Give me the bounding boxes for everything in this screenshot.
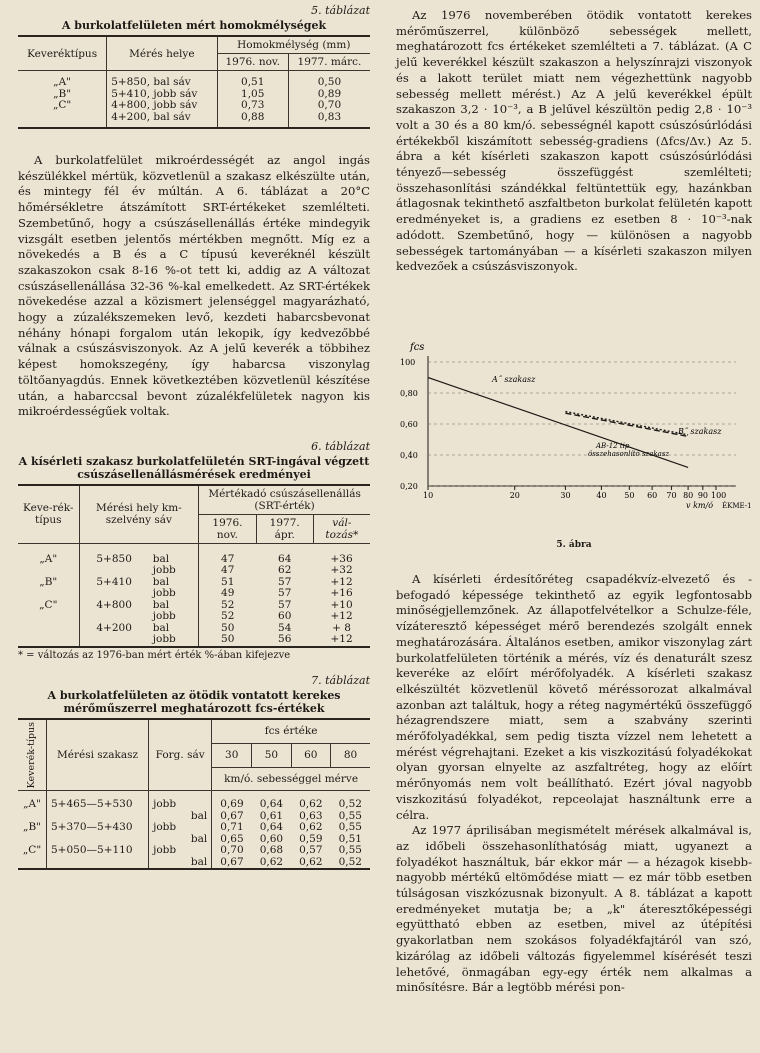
table-row: „A" 5+850, bal sáv 0,51 0,50 — [18, 77, 370, 89]
table7-header-lane: Forg. sáv — [149, 719, 212, 791]
right-column — [396, 8, 752, 275]
table-row: 4+200, bal sáv 0,88 0,83 — [18, 112, 370, 124]
table-row: „A" 5+850 bal 47 64 +36 — [18, 554, 370, 566]
table-row: bal 0,67 0,61 0,63 0,55 — [18, 811, 370, 823]
y-axis-label: fcs — [410, 342, 425, 353]
table-row: „B" 5+410 bal 51 57 +12 — [18, 577, 370, 589]
table5-header-place: Mérés helye — [107, 36, 217, 71]
table7-header-speed-80: 80 — [331, 743, 370, 767]
table6-footnote: * = változás az 1976-ban mért érték %-ában kifejezve — [18, 649, 291, 661]
table7-header-speed: km/ó. sebességgel mérve — [212, 767, 370, 791]
left-paragraph: A burkolatfelület mikroérdességét az angol ingás készülékkel mértük, közvetlenül a szakasz elkészülte után, és mintegy fél év múltán. A 6. táblázat a 20°C hőmérsékletre átszámított SRT-értékeket szemlélteti. Szembetűnő, hogy a csúszásellenállás értéke mindegyik vizsgált esetben jelentős mértékben megnőtt. Míg ez a növekedés a B és a C típusú keveréknél készült szakaszokon csak 8-16 %-ot tett ki, addig az A változat csúszásellenállása 32-36 %-kal emelkedett. Az SRT-értékek növekedése azzal a közismert jelenséggel magyarázható, hogy a zúzalékszemeken levő, kezdeti habarcsbevonat néhány hónapi forgalom után lekopik, így kedvezőbbé válnak a csúszásviszonyok. Az A jelű keverék a többihez képest homokszegény, így habarcsa viszonylag töltőanyagdús. Ennek következtében közvetlenül készítése után, a habarccsal bevont zúzalékfelületek nagyon kis mikroérdességűek voltak. — [18, 153, 370, 419]
label-ab-1: AB-12 tip. — [596, 442, 632, 450]
label-b: B˝ szakasz — [678, 427, 722, 436]
y-tick-label: 100 — [400, 358, 416, 367]
table5-header-col2: 1977. márc. — [288, 54, 370, 71]
table6-header-type: Keve-rék-típus — [18, 485, 79, 544]
x-tick-label: 10 — [423, 491, 434, 500]
table5-header-depth: Homokmélység (mm) — [217, 36, 370, 54]
x-tick-label: 20 — [509, 491, 520, 500]
table-row: jobb 49 57 +16 — [18, 588, 370, 600]
table7-header-speed-50: 50 — [252, 743, 291, 767]
table7-header-fcs: fcs értéke — [212, 719, 370, 743]
table-row: „C" 5+050—5+110 jobb 0,70 0,68 0,57 0,55 — [18, 845, 370, 857]
table7-caption: 7. táblázat — [311, 673, 370, 687]
right-paragraph-1: Az 1976 novemberében ötödik vontatott kerekes mérőműszerrel, különböző sebességek mellett, meghatározott fcs értékeket szemlélteti a 7. táblázat. (A C jelű keverékkel készült szakaszon a helyszínrajzi viszonyok és a lakott terület miatt nem végezhettünk nagyobb sebesség mellett mérést.) Az A jelű keverékkel épült szakaszon 3,2 · 10⁻³, a B jelűvel készültön pedig 2,8 · 10⁻³ volt a 30 és a 80 km/ó. sebességnél kapott csúszósúrlódási értékekből kiszámított sebesség-gradiens (Δfcs/Δv.) Az 5. ábra a két kísérleti szakaszon kapott csúszósúrlódási tényező—sebesség összefüggést szemlélteti; összehasonlítási szándékkal feltüntettük egy, hazánkban átlagosnak tekinthető aszfaltbeton burkolat felületén kapott eredményeket is, a gradiens ez esetben 8 · 10⁻³-nak adódott. Szembetűnő, hogy — különösen a nagyobb sebességek tartományában — a kísérleti szakaszon milyen kedvezőek a csúszásviszonyok. — [396, 8, 752, 274]
figure-5-chart — [396, 336, 752, 540]
series-line-1 — [565, 413, 688, 436]
table-row: „A" 5+465—5+530 jobb 0,69 0,64 0,62 0,52 — [18, 799, 370, 811]
table7-header-speed-30: 30 — [212, 743, 252, 767]
table6-header-col3: vál-tozás* — [313, 514, 370, 543]
table-row: jobb 50 56 +12 — [18, 634, 370, 647]
table-row: 4+200 bal 50 54 + 8 — [18, 623, 370, 635]
right-paragraph-3: Az 1977 áprilisában megismételt mérések alkalmával is, az időbeli összehasonlíthatóság miatt, ugyanezt a folyadékot használtuk, bár ekkor már — a hézagok kisebb-nagyobb mértékű eltömődése miatt — ez már több esetben túlságosan viszkózusnak bizonyult. A 8. táblázat a kapott eredményeket mutatja be; a „k" áteresztőképességi együttható ebben az esetben, mivel az útépítési gyakorlatban nem szokásos folyadékfajtáról van szó, kizárólag az időbeli változás figyelemmel kísérését teszi lehetővé, önmagában egy-egy érték nem alkalmas a minősítésre. Bár a legtöbb mérési pon- — [396, 823, 752, 995]
table6-header-col1: 1976. nov. — [199, 514, 257, 543]
table-row: bal 0,67 0,62 0,62 0,52 — [18, 857, 370, 870]
table6-header-srt: Mértékadó csúszásellenállás (SRT-érték) — [199, 485, 370, 515]
x-tick-label: 90 — [697, 491, 709, 500]
table-row: „B" 5+370—5+430 jobb 0,71 0,64 0,62 0,55 — [18, 822, 370, 834]
x-tick-label: 30 — [560, 491, 571, 500]
label-ab-2: összehasonlító szakasz — [588, 450, 670, 458]
x-tick-label: 80 — [683, 491, 694, 500]
label-a: A˝ szakasz — [492, 375, 536, 384]
x-axis-label: v km/ó — [686, 501, 714, 510]
table5 — [18, 35, 370, 129]
table7-header-speed-60: 60 — [291, 743, 330, 767]
table6 — [18, 484, 370, 648]
table-row: bal 0,65 0,60 0,59 0,51 — [18, 834, 370, 846]
y-tick-label: 0,20 — [400, 482, 418, 491]
table-row: jobb 47 62 +32 — [18, 565, 370, 577]
table-row: „C" 4+800 bal 52 57 +10 — [18, 600, 370, 612]
x-tick-label: 70 — [666, 491, 677, 500]
table5-caption: 5. táblázat — [311, 4, 370, 17]
table6-caption: 6. táblázat — [311, 439, 370, 453]
table-row: „B" 5+410, jobb sáv 1,05 0,89 — [18, 89, 370, 101]
x-tick-label: 60 — [647, 491, 658, 500]
left-column — [18, 0, 370, 870]
right-paragraph-2: A kísérleti érdesítőréteg csapadékvíz-elvezető és -befogadó képessége tekinthető az egyik legfontosabb minőségjellemzőnek. Az állapotfelvételkor a Schulze-féle, vízáteresztő képességet mérő berendezés szolgált ennek meghatározására. Általános esetben, amikor viszonylag zárt burkolatfelületen történik a mérés, víz és denaturált szesz keveréke az előírt mérőfolyadék. A kísérleti szakasz elkészültét közvetlenül követő méréssorozat alkalmával azonban azt találtuk, hogy a réteg nagymértékű összefüggő hézagrendszere miatt, sem a szabvány szerinti mérőfolyadékkal, sem pedig tiszta vízzel nem lehetett a mérést végrehajtani. Ezeket a kis viszkozitású folyadékokat olyan gyorsan elnyelte az aszfaltréteg, hogy az előírt mérőnyomás nem volt beállítható. Ezért jóval nagyobb viszkozitású folyadékot, repceolajat használtunk erre a célra. — [396, 572, 752, 822]
x-tick-label: 40 — [596, 491, 607, 500]
table5-title: A burkolatfelületen mért homokmélységek — [61, 19, 327, 32]
x-tick-label: 50 — [624, 491, 635, 500]
y-tick-label: 0,60 — [400, 420, 418, 429]
table7-header-type: Keverék-típus — [18, 719, 47, 791]
figure-stamp: ÉKME-1 — [722, 502, 752, 510]
table7-header-place: Mérési szakasz — [47, 719, 149, 791]
table5-header-type: Keveréktípus — [18, 36, 107, 71]
x-tick-label: 100 — [711, 491, 727, 500]
table-row: jobb 52 60 +12 — [18, 611, 370, 623]
y-tick-label: 0,80 — [400, 389, 418, 398]
table6-header-place: Mérési hely km-szelvény sáv — [79, 485, 199, 544]
table6-header-col2: 1977. ápr. — [256, 514, 313, 543]
table5-header-col1: 1976. nov. — [217, 54, 288, 71]
figure-caption: 5. ábra — [556, 540, 592, 550]
right-column-lower — [396, 572, 752, 996]
table6-title: A kísérleti szakasz burkolatfelületén SRT-ingával végzett csúszásellenállásmérések eredményei — [18, 454, 370, 481]
table-row: „C" 4+800, jobb sáv 0,73 0,70 — [18, 100, 370, 112]
y-tick-label: 0,40 — [400, 451, 418, 460]
table7 — [18, 718, 370, 870]
table7-title: A burkolatfelületen az ötödik vontatott kerekes mérőműszerrel meghatározott fcs-értékek — [47, 688, 341, 715]
